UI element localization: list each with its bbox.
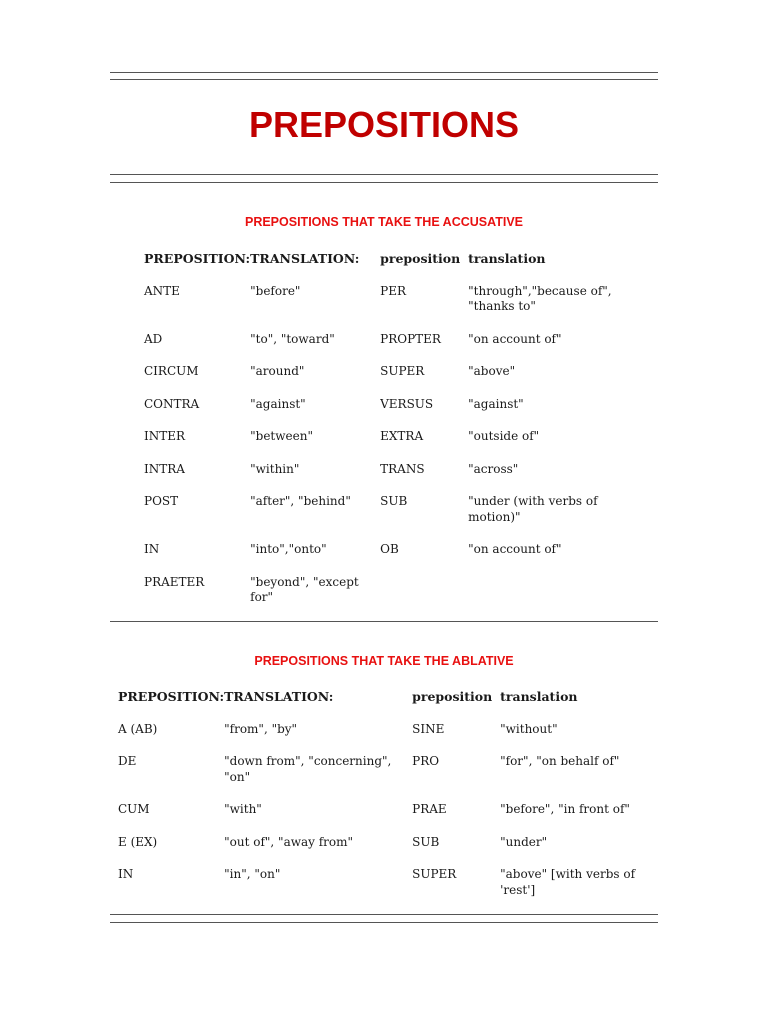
- preposition-cell: VERSUS: [380, 396, 434, 411]
- translation-cell: "with": [224, 802, 262, 816]
- translation-cell: [468, 575, 624, 623]
- preposition-cell: OB: [380, 542, 399, 556]
- translation-cell: "out of", "away from": [224, 834, 354, 849]
- translation-cell: "to", "toward": [250, 331, 335, 346]
- preposition-cell: POST: [144, 494, 179, 508]
- preposition-cell: SINE: [412, 721, 445, 736]
- column-header: PREPOSITION:: [144, 251, 251, 266]
- preposition-cell: SUPER: [412, 867, 457, 881]
- title-rule-2: [110, 182, 658, 183]
- table-row: [144, 429, 624, 462]
- preposition-cell: PROPTER: [380, 331, 441, 346]
- table-row: [144, 462, 624, 495]
- translation-cell: "within": [250, 461, 300, 476]
- table-row: [118, 722, 650, 755]
- translation-cell: "without": [500, 721, 558, 736]
- preposition-cell: SUPER: [380, 364, 425, 378]
- translation-cell: "outside of": [468, 429, 540, 443]
- translation-cell: "from", "by": [224, 721, 298, 736]
- column-header: translation: [500, 689, 578, 704]
- translation-cell: "under (with verbs of motion)": [468, 494, 598, 524]
- preposition-cell: PER: [380, 283, 406, 298]
- translation-cell: "into","onto": [250, 542, 327, 556]
- preposition-cell: AD: [144, 331, 163, 346]
- preposition-cell: SUB: [412, 834, 440, 849]
- preposition-cell: INTER: [144, 429, 186, 443]
- translation-cell: "above": [468, 364, 516, 378]
- translation-cell: "down from", "concerning", "on": [224, 754, 392, 784]
- column-header: PREPOSITION:: [118, 689, 225, 704]
- translation-cell: "under": [500, 834, 548, 849]
- table-row: [144, 542, 624, 575]
- preposition-cell: [380, 575, 468, 623]
- top-rule-1: [110, 72, 658, 73]
- translation-cell: "in", "on": [224, 867, 281, 881]
- accusative-table: [144, 251, 624, 623]
- page-title: PREPOSITIONS: [248, 104, 520, 145]
- translation-cell: "above" [with verbs of 'rest']: [500, 867, 636, 897]
- translation-cell: "across": [468, 461, 519, 476]
- column-header: TRANSLATION:: [250, 251, 360, 266]
- translation-cell: "on account of": [468, 542, 562, 556]
- bottom-rule-1: [110, 914, 658, 915]
- column-header: translation: [468, 251, 546, 266]
- preposition-cell: ANTE: [144, 283, 180, 298]
- accusative-heading: PREPOSITIONS THAT TAKE THE ACCUSATIVE: [244, 215, 524, 229]
- preposition-cell: IN: [144, 542, 160, 556]
- preposition-cell: CIRCUM: [144, 364, 199, 378]
- table-row: [144, 494, 624, 542]
- table-row: [144, 364, 624, 397]
- preposition-cell: PRAETER: [144, 574, 205, 589]
- ablative-heading: PREPOSITIONS THAT TAKE THE ABLATIVE: [254, 654, 514, 668]
- translation-cell: "around": [250, 364, 305, 378]
- translation-cell: "after", "behind": [250, 494, 351, 508]
- translation-cell: "before", "in front of": [500, 802, 630, 816]
- preposition-cell: DE: [118, 754, 137, 768]
- preposition-cell: PRO: [412, 754, 440, 768]
- bottom-rule-2: [110, 922, 658, 923]
- table-row: [144, 332, 624, 365]
- preposition-cell: A (AB): [118, 721, 158, 736]
- translation-cell: "on account of": [468, 331, 562, 346]
- table-row: [144, 397, 624, 430]
- preposition-cell: CONTRA: [144, 396, 200, 411]
- title-rule-1: [110, 174, 658, 175]
- table-row: [118, 835, 650, 868]
- preposition-cell: INTRA: [144, 461, 185, 476]
- translation-cell: "against": [250, 396, 306, 411]
- table-row: [118, 754, 650, 802]
- preposition-cell: CUM: [118, 802, 150, 816]
- table-row: [118, 867, 650, 915]
- table-header-row: [118, 689, 650, 722]
- translation-cell: "through","because of", "thanks to": [468, 283, 612, 313]
- translation-cell: "against": [468, 396, 524, 411]
- preposition-cell: SUB: [380, 494, 408, 508]
- table-row: [144, 575, 624, 623]
- table-row: [118, 802, 650, 835]
- column-header: preposition: [380, 251, 461, 266]
- preposition-cell: IN: [118, 867, 134, 881]
- column-header: TRANSLATION:: [224, 689, 334, 704]
- translation-cell: "beyond", "except for": [250, 574, 359, 604]
- table-row: [144, 284, 624, 332]
- ablative-table: [118, 689, 650, 915]
- translation-cell: "before": [250, 283, 301, 298]
- table-header-row: [144, 251, 624, 284]
- preposition-cell: EXTRA: [380, 429, 424, 443]
- translation-cell: "for", "on behalf of": [500, 754, 620, 768]
- section-divider: [110, 621, 658, 622]
- top-rule-2: [110, 79, 658, 80]
- translation-cell: "between": [250, 429, 313, 443]
- preposition-cell: E (EX): [118, 834, 158, 849]
- preposition-cell: TRANS: [380, 461, 425, 476]
- preposition-cell: PRAE: [412, 802, 447, 816]
- column-header: preposition: [412, 689, 493, 704]
